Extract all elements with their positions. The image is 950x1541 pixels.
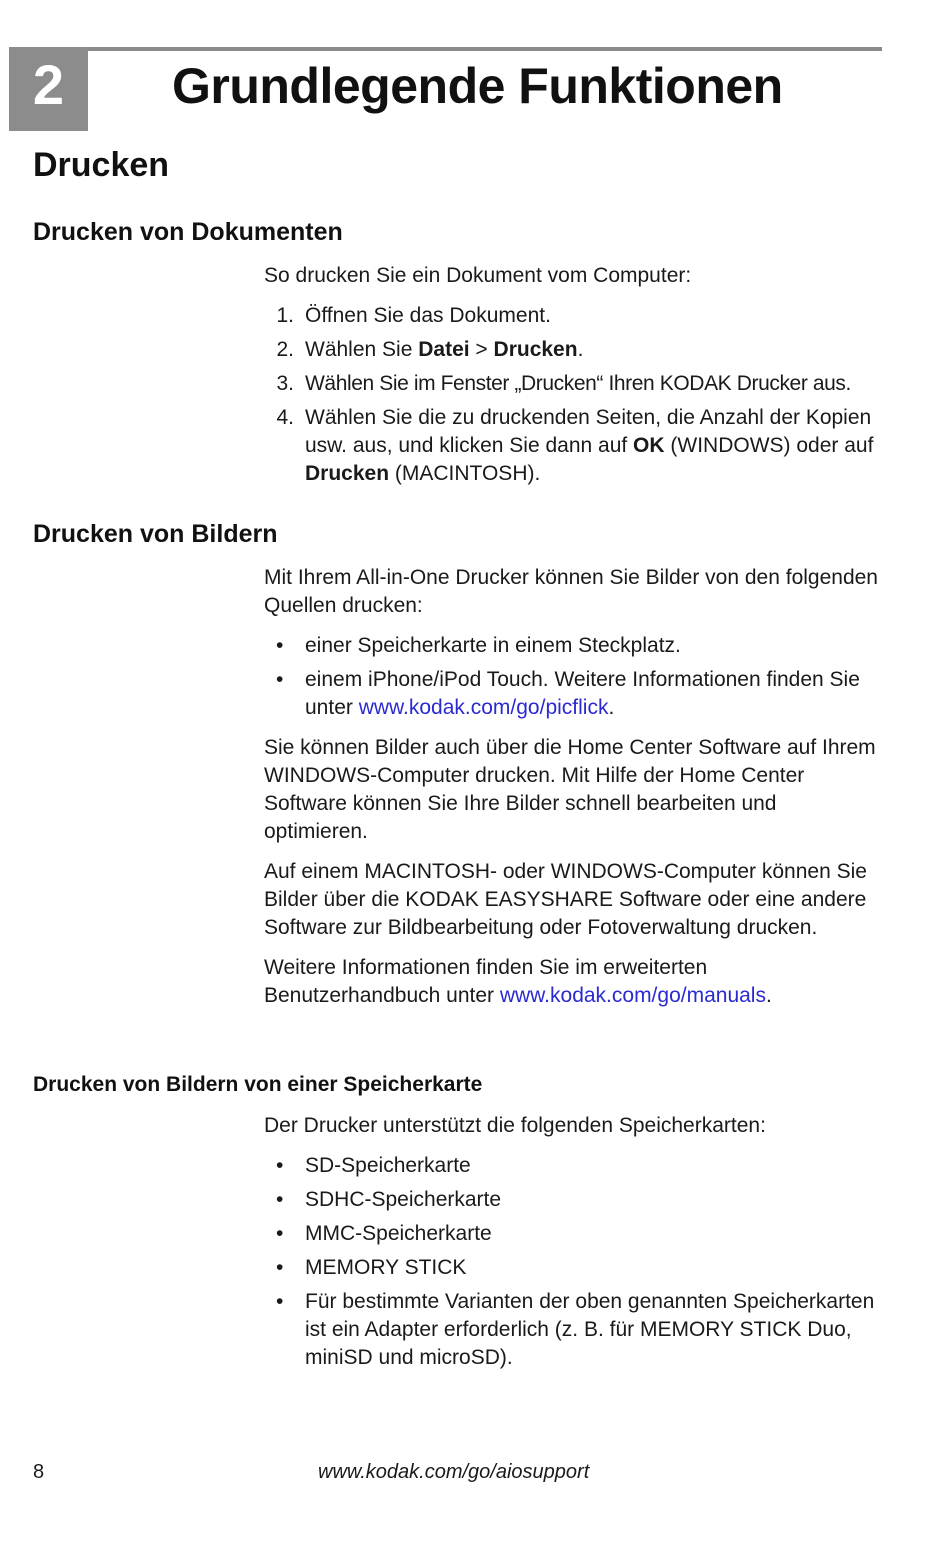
images-sources [264,632,884,722]
step-item [264,404,884,488]
menu-datei: Datei [418,338,470,361]
list-item-text: Für bestimmte Varianten der oben genannten Speicherkarten ist ein Adapter erforderlich (z. B. für MEMORY STICK Duo, miniSD und microSD). [305,1290,875,1369]
images-para-easyshare: Auf einem MACINTOSH- oder WINDOWS-Computer können Sie Bilder über die KODAK EASYSHARE Software oder eine andere Software zur Bildbearbeitung oder Fotoverwaltung drucken. [264,860,867,939]
menu-drucken: Drucken [493,338,578,361]
list-item: • einem iPhone/iPod Touch. Weitere Informationen finden Sie unter www.kodak.com/go/picflick. [276,668,860,719]
step-text-mid: > [469,338,494,361]
memory-card-intro: Der Drucker unterstützt die folgenden Speicherkarten: [264,1114,766,1137]
memory-card-block [264,1112,884,1378]
step-text: Wählen Sie im Fenster „Drucken“ Ihren KODAK Drucker aus. [305,372,851,395]
heading-images: Drucken von Bildern [33,520,278,548]
step-item [264,370,884,398]
page-number: 8 [33,1461,45,1483]
step-number: 4. [276,406,294,429]
chapter-title: Grundlegende Funktionen [172,58,783,114]
images-intro: Mit Ihrem All-in-One Drucker können Sie Bilder von den folgenden Quellen drucken: [264,566,878,617]
list-item: • SDHC-Speicherkarte [276,1188,502,1211]
step-number: 2. [276,338,294,361]
step-text: Öffnen Sie das Dokument. [305,304,551,327]
step-text-pre: Wählen Sie [305,338,419,361]
button-ok: OK [633,434,665,457]
heading-memory-card: Drucken von Bildern von einer Speicherkarte [33,1073,483,1096]
list-item: • Für bestimmte Varianten der oben genannten Speicherkarten ist ein Adapter erforderlich (z. B. für MEMORY STICK Duo, miniSD und microSD). [276,1290,875,1369]
images-para-home-center: Sie können Bilder auch über die Home Center Software auf Ihrem WINDOWS-Computer drucken. Mit Hilfe der Home Center Software können Sie Ihre Bilder schnell bearbeiten und optimieren. [264,736,876,843]
list-item-text: SDHC-Speicherkarte [305,1188,502,1211]
images-para-manuals: Weitere Informationen finden Sie im erweiterten Benutzerhandbuch unter www.kodak.com/go/manuals. [264,956,772,1007]
list-item-text: einer Speicherkarte in einem Steckplatz. [305,634,681,657]
step-item [264,336,884,364]
documents-block [264,262,884,494]
chapter-number: 2 [9,47,88,131]
step-number: 1. [276,304,294,327]
footer-url: www.kodak.com/go/aiosupport [318,1461,590,1483]
list-item: • MMC-Speicherkarte [276,1222,492,1245]
images-block [264,564,884,1010]
step-text-mid: (WINDOWS) oder auf [664,434,874,457]
list-item: • SD-Speicherkarte [276,1154,471,1177]
memory-card-list [264,1152,884,1372]
picflick-link[interactable]: www.kodak.com/go/picflick [358,696,609,719]
header-rule [9,47,882,51]
list-item-text: MEMORY STICK [305,1256,467,1279]
heading-documents: Drucken von Dokumenten [33,218,343,246]
step-text-post: (MACINTOSH). [389,462,541,485]
list-item: • einer Speicherkarte in einem Steckplatz. [276,634,681,657]
list-item-text: einem iPhone/iPod Touch. Weitere Informationen finden Sie unter [305,668,860,719]
step-item [264,302,884,330]
section-title: Drucken [33,146,170,184]
button-drucken: Drucken [305,462,390,485]
list-item-text: SD-Speicherkarte [305,1154,471,1177]
list-item: • MEMORY STICK [276,1256,467,1279]
step-text-post: . [577,338,584,361]
step-text-pre: Wählen Sie die zu druckenden Seiten, die Anzahl der Kopien usw. aus, und klicken Sie dann auf [305,406,872,457]
list-item-text: MMC-Speicherkarte [305,1222,492,1245]
step-number: 3. [276,372,294,395]
documents-intro: So drucken Sie ein Dokument vom Computer: [264,264,692,287]
manuals-link[interactable]: www.kodak.com/go/manuals [499,984,766,1007]
documents-steps [264,302,884,488]
